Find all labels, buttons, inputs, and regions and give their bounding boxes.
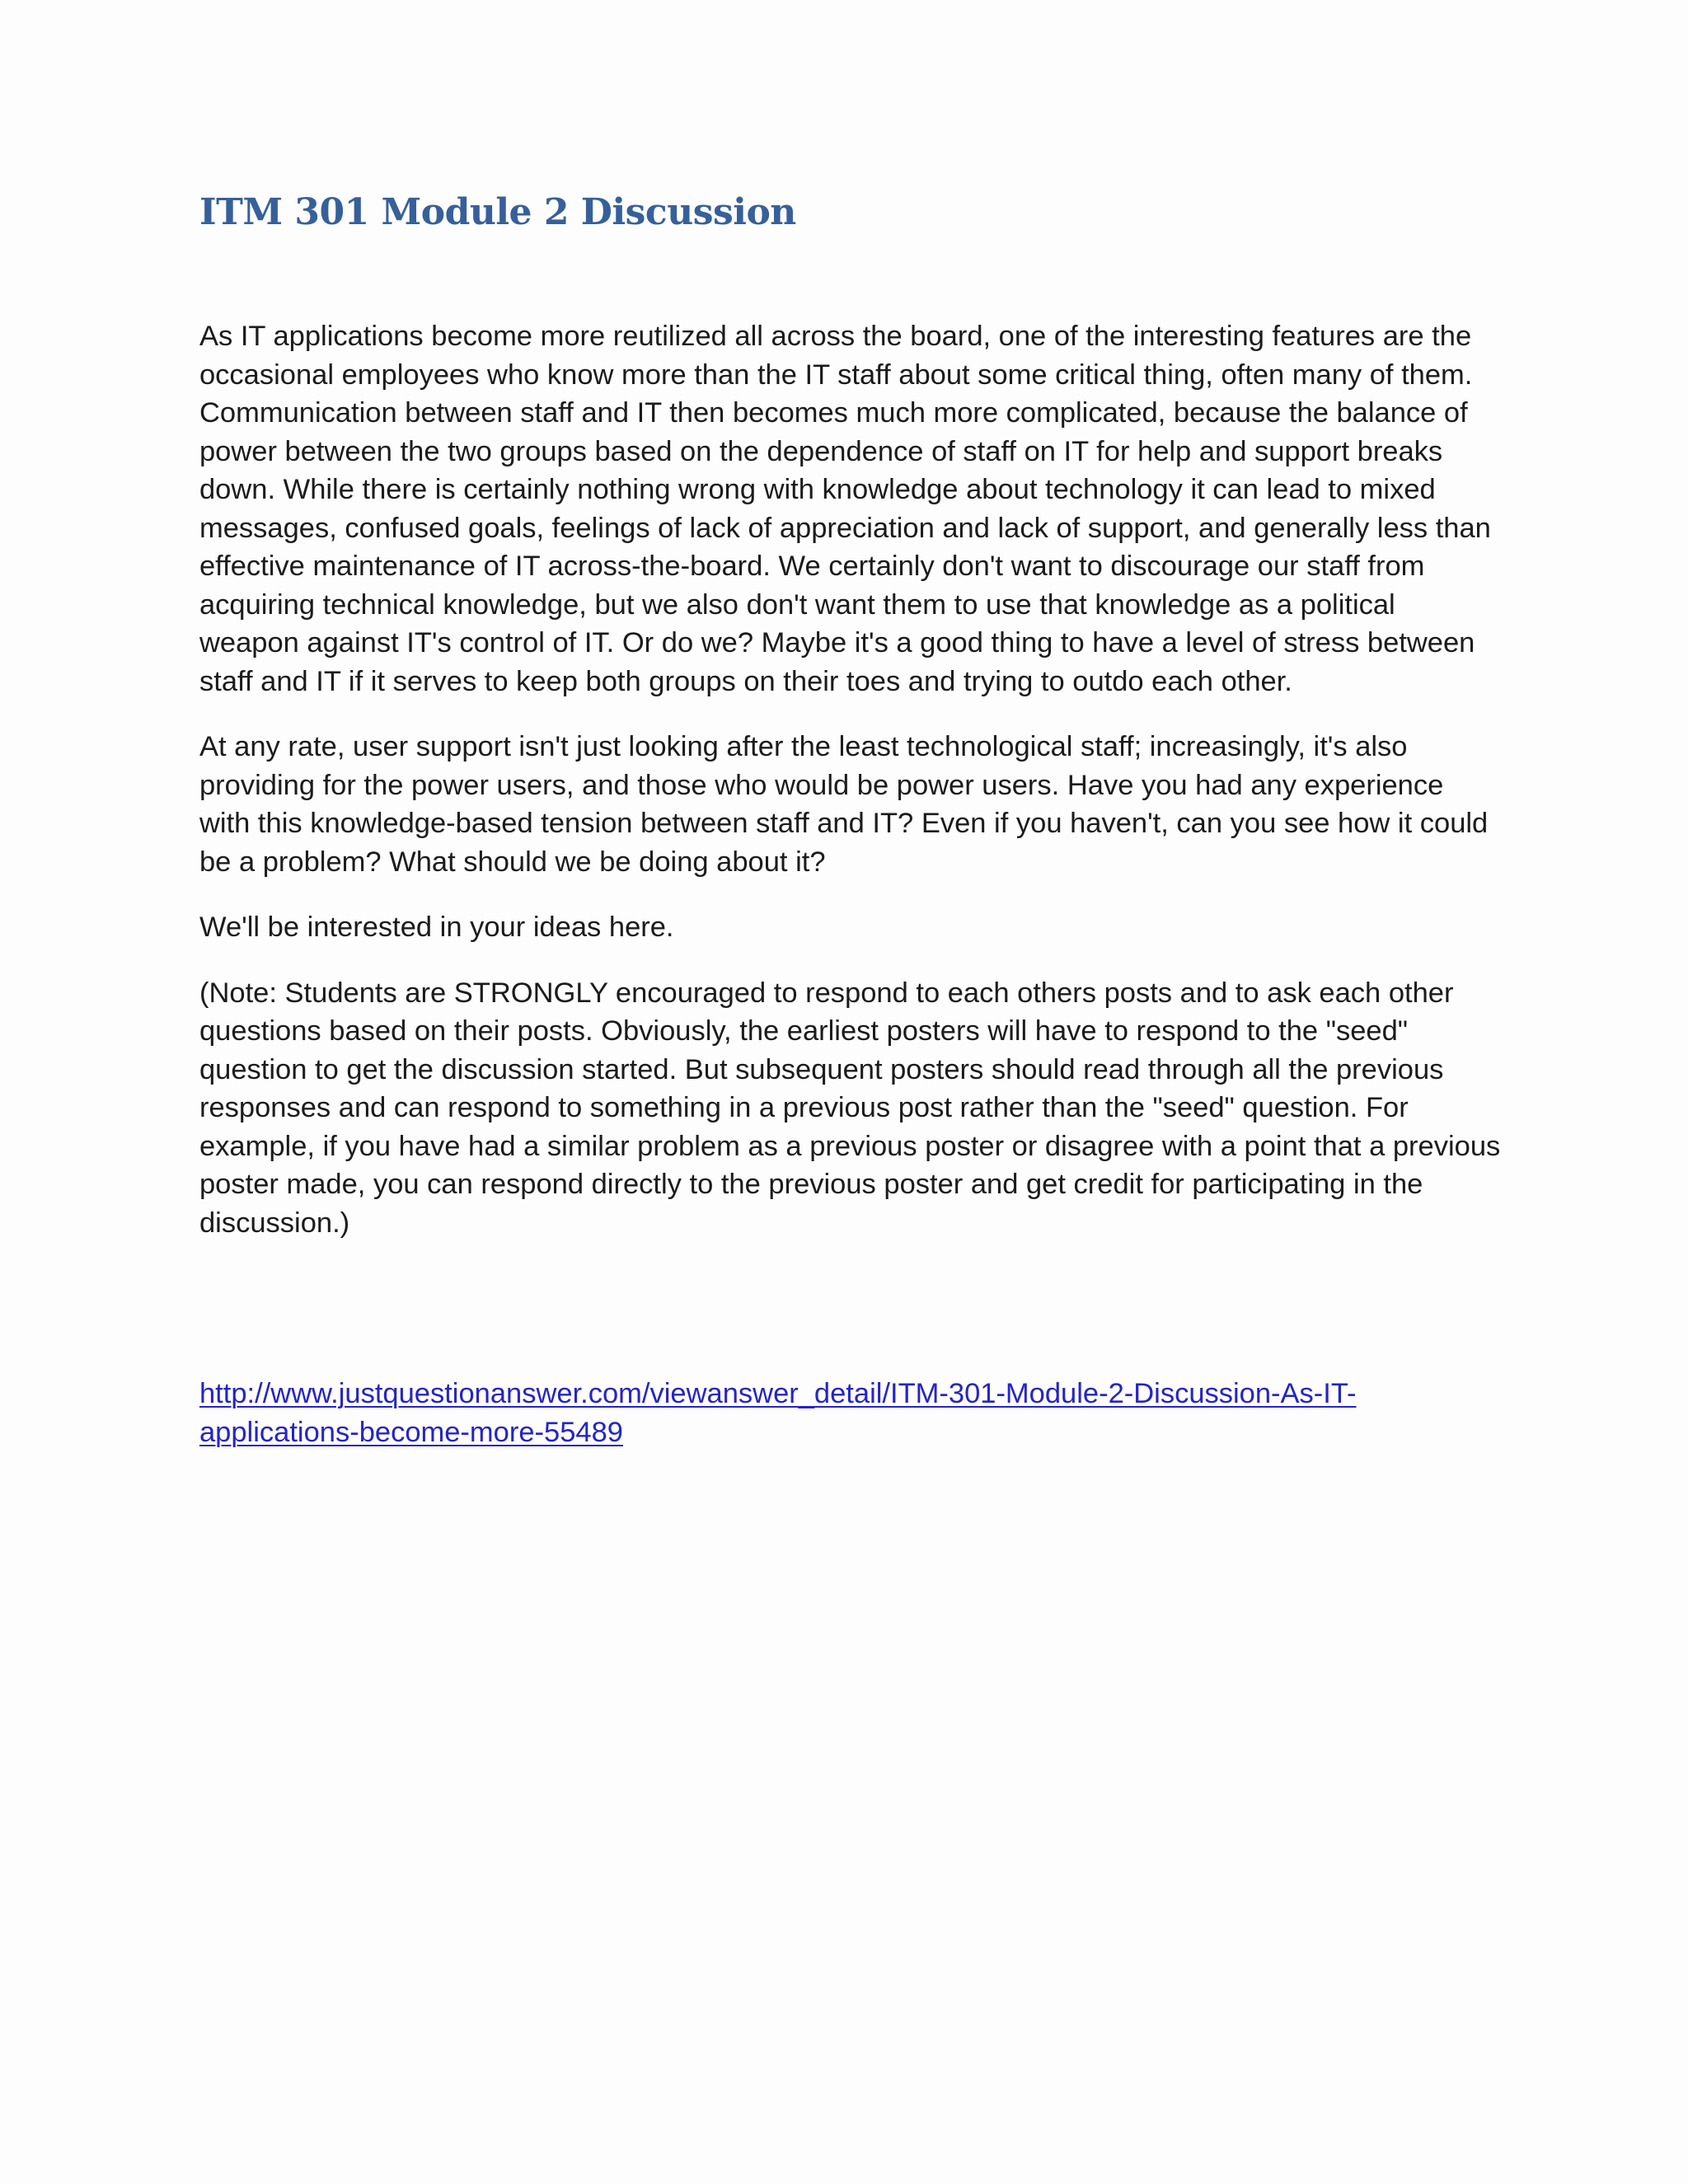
source-link[interactable] [199,1378,1357,1448]
document-title: ITM 301 Module 2 Discussion [199,191,796,233]
source-link-line-2: applications-become-more-55489 [199,1417,623,1448]
source-link-line-1: http://www.justquestionanswer.com/viewanswer_detail/ITM-301-Module-2-Discussion-As-IT- [199,1378,1357,1409]
source-link-block [199,1375,1436,1452]
paragraph-note: (Note: Students are STRONGLY encouraged to respond to each others posts and to ask each other questions based on their posts. Obviously, the earliest posters will have to respond to the "seed" question to get the discussion started. But subsequent posters should read through all the previous responses and can respond to something in a previous post rather than the "seed" question. For example, if you have had a similar problem as a previous poster or disagree with a point that a previous poster made, you can respond directly to the previous poster and get credit for participating in the discussion.) [199,977,1501,1239]
paragraph-user-support: At any rate, user support isn't just looking after the least technological staff; increasingly, it's also providing for the power users, and those who would be power users. Have you had any experience with this knowledge-based tension between staff and IT? Even if you haven't, can you see how it could be a problem? What should we be doing about it? [199,731,1489,878]
document-body [199,317,1502,1269]
paragraph-intro: As IT applications become more reutilized all across the board, one of the interesting features are the occasional employees who know more than the IT staff about some critical thing, often many of them. Communication between staff and IT then becomes much more complicated, because the balance of power between the two groups based on the dependence of staff on IT for help and support breaks down. While there is certainly nothing wrong with knowledge about technology it can lead to mixed messages, confused goals, feelings of lack of appreciation and lack of support, and generally less than effective maintenance of IT across-the-board. We certainly don't want to discourage our staff from acquiring technical knowledge, but we also don't want them to use that knowledge as a political weapon against IT's control of IT. Or do we? Maybe it's a good thing to have a level of stress between staff and IT if it serves to keep both groups on their toes and trying to outdo each other. [199,321,1491,697]
paragraph-ideas: We'll be interested in your ideas here. [199,912,674,943]
